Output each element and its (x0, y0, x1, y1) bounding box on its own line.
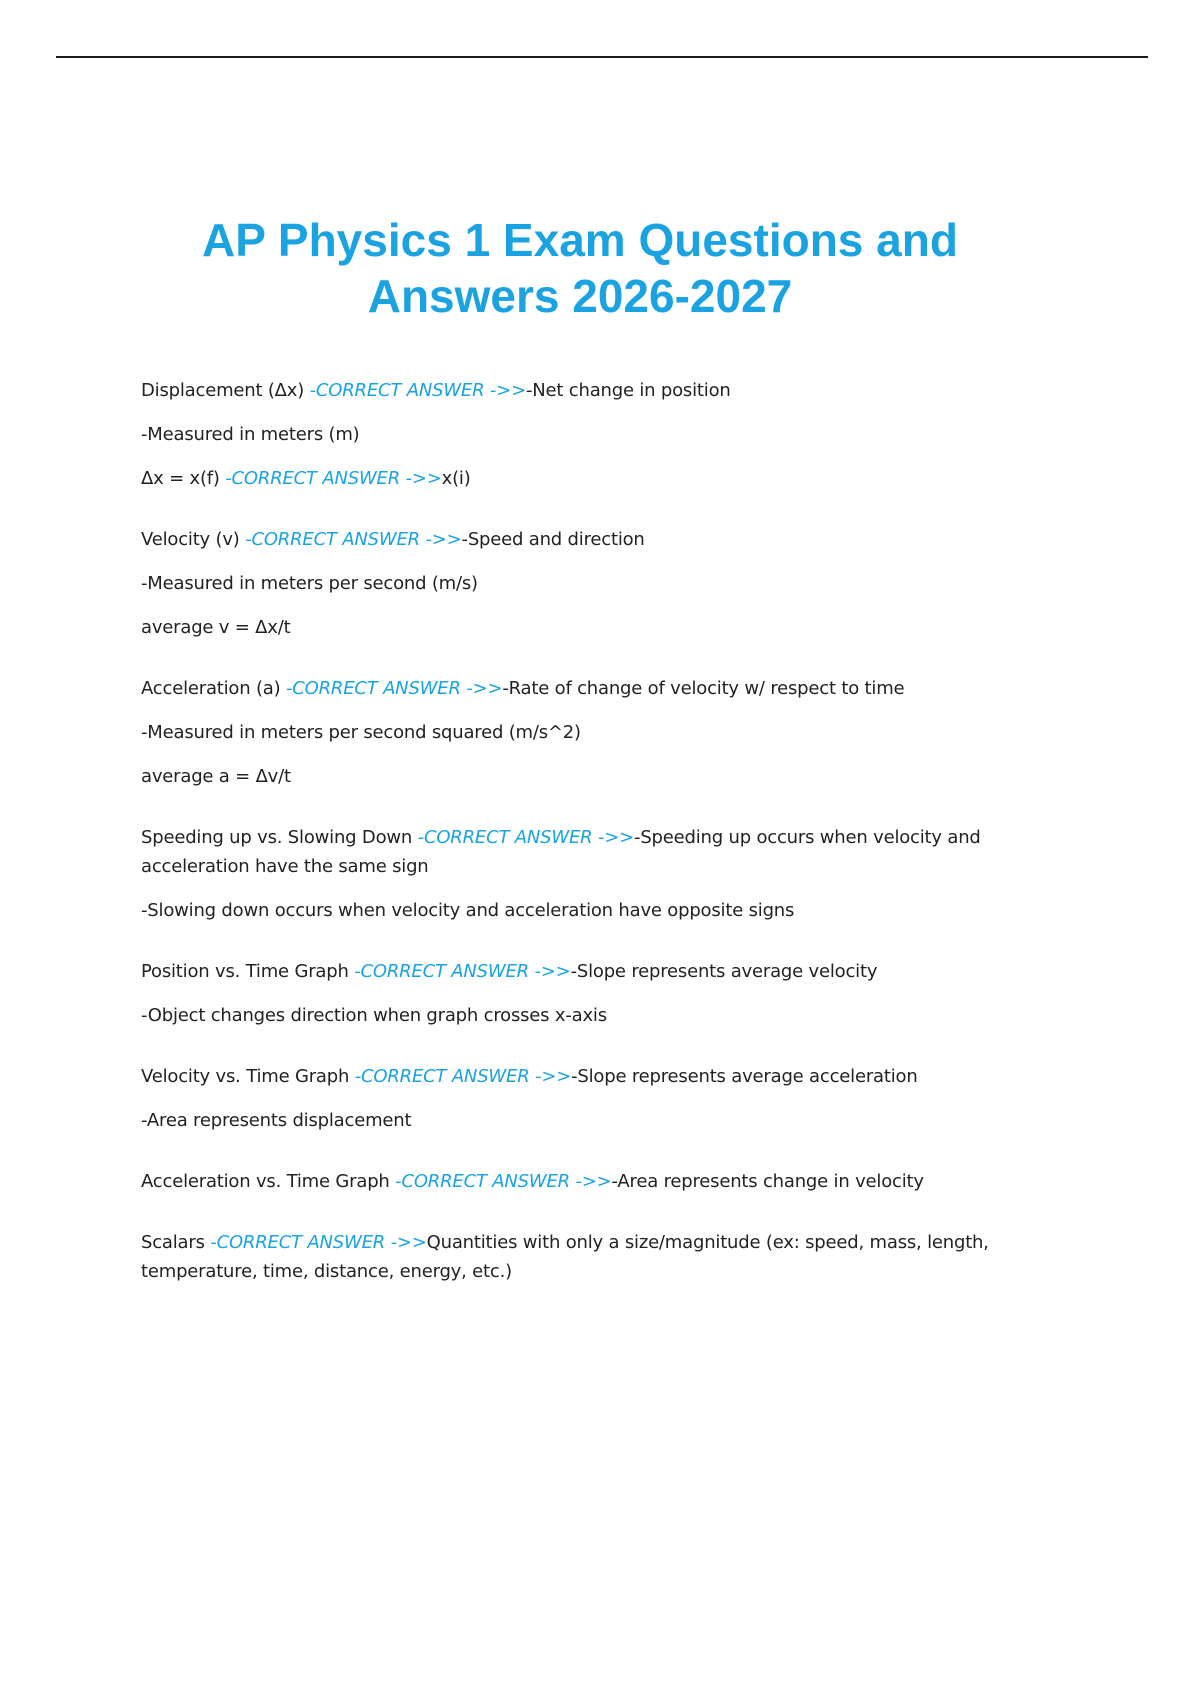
qa-section (141, 1062, 1001, 1135)
qa-detail-text: -Slowing down occurs when velocity and acceleration have opposite signs (141, 900, 795, 921)
correct-answer-marker: -CORRECT ANSWER ->> (309, 380, 526, 401)
correct-answer-marker: -CORRECT ANSWER ->> (395, 1171, 612, 1192)
correct-answer-marker: -CORRECT ANSWER ->> (285, 678, 503, 699)
qa-term: Acceleration (a) (141, 678, 286, 699)
qa-detail-text: -Measured in meters per second squared (m/s^2) (141, 722, 581, 743)
qa-detail-line (141, 464, 1001, 493)
qa-answer: -Slope represents average acceleration (571, 1066, 918, 1087)
qa-detail-text: -Measured in meters (m) (141, 424, 360, 445)
qa-detail-text: Δx = x(f) (141, 468, 226, 489)
qa-section (141, 957, 1001, 1030)
qa-section (141, 1167, 1001, 1196)
qa-detail-line (141, 1106, 1001, 1135)
qa-answer: Quantities with only a size/magnitude (ex: speed, mass, length, temperature, time, distance, energy, etc.) (141, 1232, 989, 1282)
qa-detail-line (141, 420, 1001, 449)
qa-answer: -Rate of change of velocity w/ respect to time (502, 678, 905, 699)
qa-detail-line (141, 1001, 1001, 1030)
qa-answer: -Speed and direction (461, 529, 645, 550)
qa-term: Scalars (141, 1232, 211, 1253)
correct-answer-marker: -CORRECT ANSWER ->> (245, 529, 462, 550)
qa-term-line (141, 525, 1001, 554)
qa-term-line (141, 1228, 1001, 1286)
qa-term: Speeding up vs. Slowing Down (141, 827, 418, 848)
qa-term-line (141, 957, 1001, 986)
correct-answer-marker: -CORRECT ANSWER ->> (354, 1066, 572, 1087)
qa-section (141, 376, 1001, 493)
qa-answer: -Speeding up occurs when velocity and acceleration have the same sign (141, 827, 981, 877)
qa-term-line (141, 823, 1001, 881)
qa-section (141, 674, 1001, 791)
qa-answer: x(i) (441, 468, 471, 489)
qa-term: Acceleration vs. Time Graph (141, 1171, 396, 1192)
qa-detail-line (141, 762, 1001, 791)
qa-detail-line (141, 718, 1001, 747)
qa-term-line (141, 1062, 1001, 1091)
qa-term: Velocity (v) (141, 529, 246, 550)
qa-detail-line (141, 569, 1001, 598)
correct-answer-marker: -CORRECT ANSWER ->> (354, 961, 571, 982)
qa-answer: -Slope represents average velocity (570, 961, 878, 982)
qa-detail-text: -Area represents displacement (141, 1110, 412, 1131)
qa-detail-text: -Object changes direction when graph crosses x-axis (141, 1005, 607, 1026)
qa-section (141, 1228, 1001, 1286)
qa-section (141, 525, 1001, 642)
correct-answer-marker: -CORRECT ANSWER ->> (225, 468, 442, 489)
correct-answer-marker: -CORRECT ANSWER ->> (210, 1232, 427, 1253)
qa-detail-line (141, 613, 1001, 642)
qa-term-line (141, 376, 1001, 405)
qa-content (141, 376, 1001, 1318)
qa-section (141, 823, 1001, 925)
qa-term-line (141, 1167, 1001, 1196)
qa-answer: -Net change in position (525, 380, 731, 401)
document-title: AP Physics 1 Exam Questions and Answers 2026-2027 (202, 214, 958, 322)
qa-term-line (141, 674, 1001, 703)
qa-detail-text: average a = Δv/t (141, 766, 291, 787)
correct-answer-marker: -CORRECT ANSWER ->> (417, 827, 635, 848)
qa-detail-text: average v = Δx/t (141, 617, 291, 638)
qa-term: Displacement (Δx) (141, 380, 310, 401)
top-divider (56, 56, 1148, 58)
qa-term: Velocity vs. Time Graph (141, 1066, 355, 1087)
qa-answer: -Area represents change in velocity (611, 1171, 924, 1192)
qa-term: Position vs. Time Graph (141, 961, 355, 982)
qa-detail-line (141, 896, 1001, 925)
qa-detail-text: -Measured in meters per second (m/s) (141, 573, 478, 594)
